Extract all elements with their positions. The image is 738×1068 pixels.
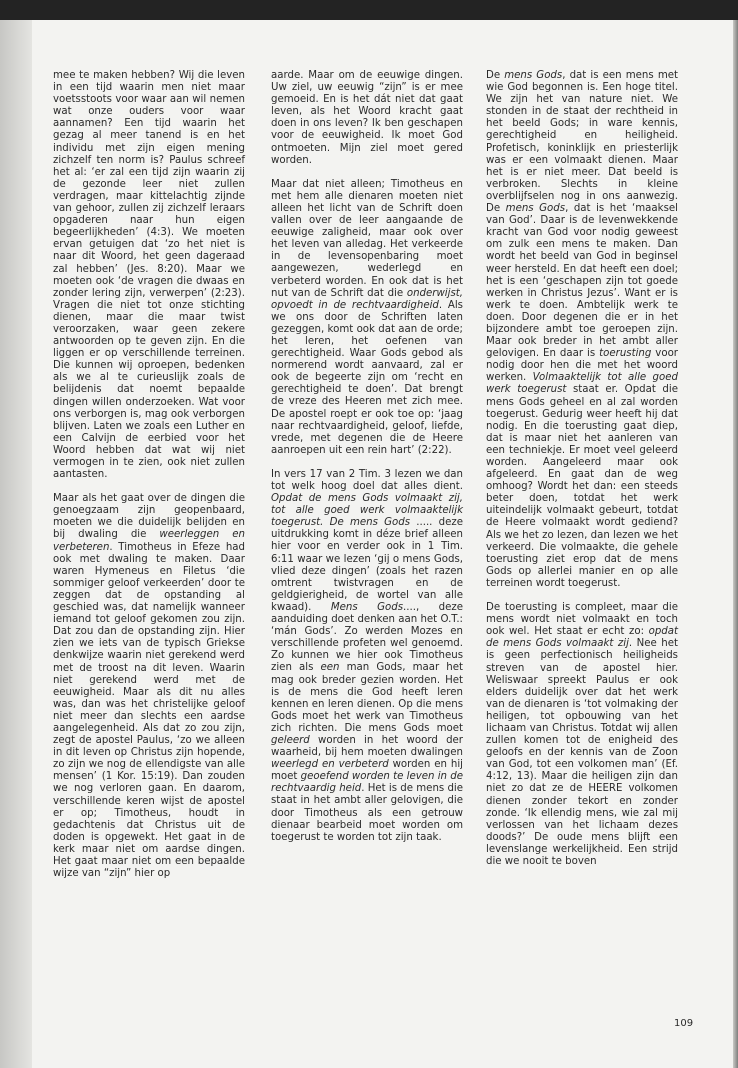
text-run: , dat is het ‘maaksel van God’. Daar is de levenwekkende kracht van God voor nodig geweest om zulk een mens te maken. Dan wordt het beeld van God in beginsel weer hersteld. En dat heeft een doel; het is een ‘geschapen zijn tot goede werken in Christus Jezus’. Want er is werk te doen. Ambtelijk werk te doen. Door degenen die er in het bijzondere ambt toe geroepen zijn. Maar ook breder in het ambt aller gelovigen. bbox=[486, 203, 678, 360]
text-run: worden in het woord der waarheid, bij hem moeten dwalingen bbox=[271, 734, 463, 759]
paragraph bbox=[53, 70, 245, 481]
text-run: ..... deze uitdrukking komt in déze brief alleen hier voor en verder ook in 1 Tim. 6:11 waar we lezen ‘gij o mens Gods, vlied deze dingen’ (zoals het razen omtrent twistvragen en de geldgierigheid, de wortel van alle kwaad). bbox=[271, 517, 463, 613]
text-run: De toerusting is compleet, maar die mens wordt niet volmaakt en toch ook wel. Het staat er echt zo: bbox=[486, 602, 678, 638]
text-run: Paulus schreef het al: ‘er zal een tijd zijn waarin zij de gezonde leer niet zullen verdragen, maar kittelachtig zijnde van gehoor, zullen zij zichzelf leraars opgaderen naar hun eigen begeerlijkheden’ (4:3). We moeten ervan getuigen dat ‘zo het niet is naar dit Woord, het geen dageraad zal hebben’ (Jes. 8:20). Maar we moeten ook ‘de vragen die dwaas en zonder lering zijn, verwerpen’ (2:23). Vragen die niet tot onze stichting dienen, maar die maar twist veroorzaken, waar geen zekere antwoorden op te geven zijn. En die liggen er op verschillende terreinen. Die kunnen wij oproepen, bedenken als we al te curieuslijk zoals de belijdenis dat noemt bepaalde dingen willen onderzoeken. Wat voor ons verborgen is, mag ook verborgen blijven. Laten we zoals een Luther en een Calvijn de eerbied voor het Woord hebben dat wat wij niet vermogen in te zien, ook niet zullen aantasten. bbox=[53, 154, 245, 481]
paragraph bbox=[271, 469, 463, 844]
text-run: man Gods, maar het mag ook breder gezien worden. bbox=[271, 662, 463, 686]
text-run: . Nee het is geen perfectionisch heiligheids streven van de apostel hier. Weliswaar spreekt Paulus er ook elders duidelijk over dat het werk van de dienaren is ‘tot volmaking der heiligen, tot opbouwing van het lichaam van Christus. Totdat wij allen zullen komen tot de enigheid des geloofs en der kennis van de Zoon van God, tot een volkomen man’ (Ef. 4:12, 13). bbox=[486, 638, 678, 783]
previous-page-gutter bbox=[0, 20, 32, 1068]
italic-text: een bbox=[320, 662, 340, 674]
italic-text: Mens Gods bbox=[311, 601, 404, 613]
text-run: voor nodig door hen die met het woord werken. bbox=[486, 348, 678, 384]
text-run: Maar die heiligen zijn dan niet zo dat ze de HEERE volkomen dienen zonder tekort en zonder zonde. ‘Ik ellendig mens, wie zal mij verlossen van het lichaam dezes doods?’ De oude mens blijft een levenslange werkelijkheid. Een strijd die we nooit te boven bbox=[486, 771, 679, 867]
paragraph bbox=[53, 493, 245, 880]
text-column-2 bbox=[271, 70, 463, 856]
text-run: . bbox=[361, 783, 365, 795]
text-run: Maar dat niet alleen; Timotheus en met hem alle dienaren moeten niet alleen het licht van de Schrift doen vallen over de leer aangaande de eeuwige zaligheid, maar ook over het leven van alledag. Het verkeerde in de levensopenbaring moet aangewezen, wederlegd en verbeterd worden. En ook dat is het nut van de Schrift dat die bbox=[271, 178, 463, 299]
italic-text: weerlegd en verbeterd bbox=[271, 759, 389, 771]
text-run: . Timotheus in Efeze had ook met dwaling te maken. Daar waren Hymeneus en Filetus ‘die sommiger geloof verkeerden’ door te zeggen dat de opstanding al geschied was, dat namelijk wanneer iemand tot geloof gekomen zou zijn. Dat zou dan de opstanding zijn. Hier zien we iets van de typisch Griekse denkwijze waarin niet gerekend werd met de troost na dit leven. Waarin niet gerekend werd met de eeuwigheid. bbox=[53, 541, 245, 698]
page bbox=[32, 20, 733, 1068]
text-column-1 bbox=[53, 70, 245, 892]
italic-text: geleerd bbox=[271, 734, 310, 746]
paragraph bbox=[271, 179, 463, 457]
italic-text: weerleggen en verbeteren bbox=[53, 529, 245, 553]
text-column-3 bbox=[486, 70, 678, 880]
text-run: Het is de mens die staat in het ambt aller gelovigen, die door Timotheus als een getrouw dienaar bearbeid moet worden om toegerust te worden tot zijn taak. bbox=[271, 783, 464, 843]
text-run: aarde. Maar om de eeuwige dingen. Uw ziel, uw eeuwig “zijn” is er mee gemoeid. En is het dát niet dat gaat leven, als het Woord kracht gaat doen in ons leven? Ik ben geschapen voor de eeuwigheid. Ik moet God ontmoeten. Mijn ziel moet gered worden. bbox=[271, 70, 463, 166]
paragraph bbox=[486, 602, 678, 868]
text-run: mee te maken hebben? Wij die leven in een tijd waarin men niet maar voetsstoots voor waar aan wil nemen wat onze ouders voor waar aannamen? Een tijd waarin het gezag al meer tanend is en het individu met zijn eigen mening zichzelf ten norm is? bbox=[53, 70, 245, 166]
text-run: Het is de mens die God heeft leren kennen en leren dienen. Op die mens Gods moet het werk van Timotheus zich richten. Die mens Gods moet bbox=[271, 674, 463, 734]
text-run: ...., deze aanduiding doet denken aan het O.T.: ‘mán Gods’. Zo werden Mozes en verschillende profeten wel genoemd. Zo kunnen we hier ook Timotheus zien als bbox=[271, 601, 463, 674]
italic-text: mens Gods bbox=[505, 203, 566, 215]
paragraph bbox=[486, 70, 678, 590]
text-run: De bbox=[486, 70, 505, 81]
page-edge-shadow bbox=[733, 20, 738, 1068]
text-run: En gaat dan de weg omhoog? Wordt het dan: een steeds beter doen, totdat het werk uiteindelijk volmaakt gebeurt, totdat de Heere volmaakt wordt gediend? Als we het zo lezen, dan lezen we het verkeerd. Die volmaakte, die gehele toerusting ziet erop dat de mens Gods op allerlei manier en op alle terreinen wordt toegerust. bbox=[486, 469, 678, 589]
scan-top-border bbox=[0, 0, 738, 20]
italic-text: onderwijst, opvoedt in de rechtvaardigheid bbox=[271, 287, 463, 311]
gutter-mark bbox=[4, 72, 10, 80]
italic-text: Opdat de mens Gods volmaakt zij, tot alle goed werk volmaaktelijk toegerust. De mens Gods bbox=[271, 493, 463, 529]
text-run: , dat is een mens met wie God begonnen is. Een hoge titel. We zijn het van nature niet. We stonden in de staat der rechtheid in het beeld Gods; in ware kennis, gerechtigheid en heiligheid. Profetisch, koninklijk en priesterlijk was er een volmaakt dienen. Maar het is er niet meer. Dat beeld is verbroken. Slechts in kleine overblijfselen nog in ons aanwezig. De bbox=[486, 70, 678, 215]
italic-text: geoefend worden te leven in de rechtvaardig heid bbox=[271, 771, 463, 795]
text-run: In vers 17 van 2 Tim. 3 lezen we dan tot welk hoog doel dat alles dient. bbox=[271, 468, 463, 492]
paragraph bbox=[271, 70, 463, 167]
text-run: Maar als dit nu alles was, dan was het christelijke geloof niet meer dan slechts een aardse aangelegenheid. Als dat zo zou zijn, zegt de apostel Paulus, ‘zo we alleen in dit leven op Christus zijn hopende, zo zijn we nog de ellendigste van alle mensen’ (1 Kor. 15:19). Dan zouden we nog verloren gaan. En daarom, verschillende keren wijst de apostel er op; Timotheus, houdt in gedachtenis dat Christus uit de doden is opgewekt. Het gaat in de kerk maar niet om aardse dingen. Het gaat maar niet om een bepaalde wijze van “zijn” hier op bbox=[53, 686, 245, 880]
text-run: Maar als het gaat over de dingen die genoegzaam zijn geopenbaard, moeten we die duidelijk belijden en bij dwaling die bbox=[53, 493, 245, 541]
text-run: worden en hij moet bbox=[271, 759, 463, 783]
italic-text: Volmaaktelijk tot alle goed werk toegerust bbox=[486, 372, 678, 396]
text-run: staat er. Opdat die mens Gods geheel en al zal worden toegerust. Gedurig weer heeft hij dat nodig. En die toerusting gaat diep, dat is maar niet het aanleren van een techniekje. Er moet veel geleerd worden. Aangeleerd maar ook afgeleerd. bbox=[486, 384, 678, 481]
italic-text: opdat de mens Gods volmaakt zij bbox=[486, 626, 678, 650]
text-run: . Als we ons door de Schriften laten gezeggen, komt ook dat aan de orde; het leren, het oefenen van gerechtigheid. Waar Gods gebod als normerend wordt aanvaard, zal er ook de begeerte zijn om ‘recht en gerechtigheid te doen’. Dat brengt de vreze des Heeren met zich mee. De apostel roept er ook toe op: ‘jaag naar rechtvaardigheid, geloof, liefde, vrede, met degenen die de Heere aanroepen uit een rein hart’ (2:22). bbox=[271, 299, 463, 456]
page-number: 109 bbox=[674, 1018, 694, 1029]
text-run: En daar is bbox=[539, 348, 600, 360]
italic-text: mens Gods bbox=[504, 70, 563, 81]
italic-text: toerusting bbox=[599, 348, 652, 360]
